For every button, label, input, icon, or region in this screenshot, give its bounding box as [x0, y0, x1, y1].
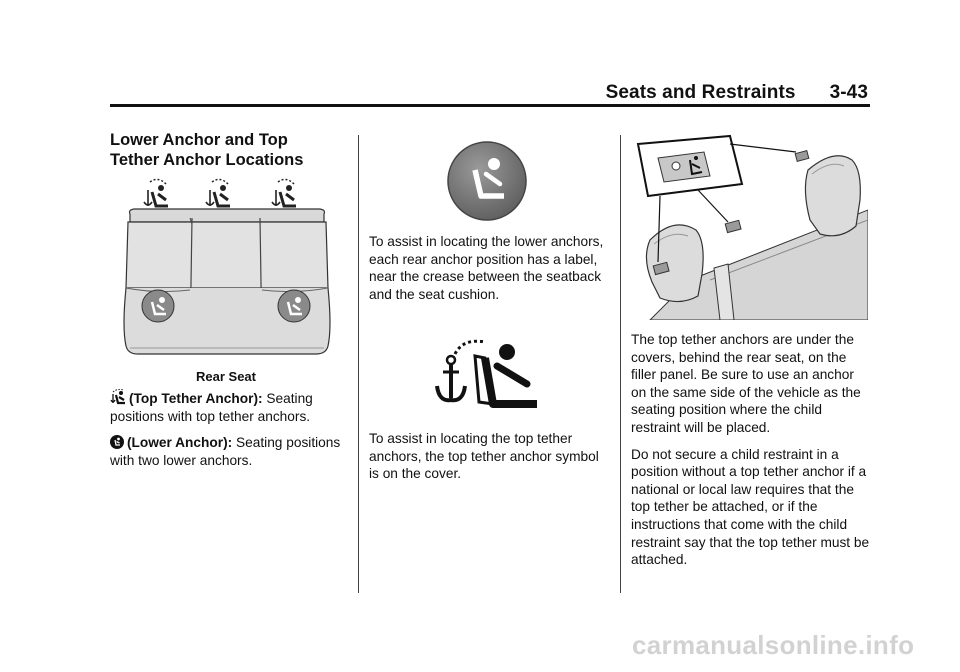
page-number: 3-43 [829, 82, 868, 103]
lower-anchor-badge-left-icon [142, 290, 174, 322]
tether-symbol-left-icon [144, 179, 168, 206]
left-column [110, 130, 340, 170]
top-tether-anchor-icon [110, 389, 126, 405]
column-divider-right [620, 135, 621, 593]
figure-caption: Rear Seat [196, 369, 256, 384]
legend-term-lower-anchor: (Lower Anchor): [127, 435, 233, 451]
right-column-text [631, 331, 871, 569]
legend-item-lower-anchor [110, 434, 345, 469]
top-tether-symbol-illustration [433, 336, 545, 414]
right-paragraph-1: The top tether anchors are under the covers, behind the rear seat, on the filler panel. Be sure to use an anchor on the same side of the vehicle as the seating position where the child restraint will be placed. [631, 332, 861, 435]
filler-panel-illustration [630, 130, 868, 320]
middle-paragraph-1 [369, 233, 604, 303]
column-divider-left [358, 135, 359, 593]
tether-symbol-right-icon [272, 179, 296, 206]
lower-anchor-text: To assist in locating the lower anchors, each rear anchor position has a label, near the crease between the seatback and the seat cushion. [369, 234, 604, 302]
section-title: Seats and Restraints [605, 82, 796, 103]
section-heading: Lower Anchor and Top Tether Anchor Locations [110, 131, 304, 169]
right-paragraph-2: Do not secure a child restraint in a position without a top tether anchor if a national or local law requires that the top tether be attached, or if the instructions that come with the child restraint say that the top tether must be attached. [631, 446, 870, 568]
tether-symbol-center-icon [206, 179, 230, 206]
legend-text-lower-anchor: Seating positions with two lower anchors. [110, 435, 341, 468]
lower-anchor-icon [110, 435, 124, 449]
legend-item-top-tether [110, 389, 345, 425]
legend-text-top-tether: Seating positions with top tether anchors. [110, 391, 313, 424]
lower-anchor-label-illustration [446, 140, 528, 222]
legend-term-top-tether: (Top Tether Anchor): [129, 391, 263, 406]
rear-seat-illustration [118, 178, 336, 360]
top-tether-text: To assist in locating the top tether anchors, the top tether anchor symbol is on the cover. [369, 431, 599, 482]
header-rule [110, 104, 870, 107]
middle-paragraph-2 [369, 430, 604, 483]
legend [110, 389, 345, 469]
page-header [560, 82, 868, 104]
watermark: carmanualsonline.info [632, 630, 915, 660]
lower-anchor-badge-right-icon [278, 290, 310, 322]
